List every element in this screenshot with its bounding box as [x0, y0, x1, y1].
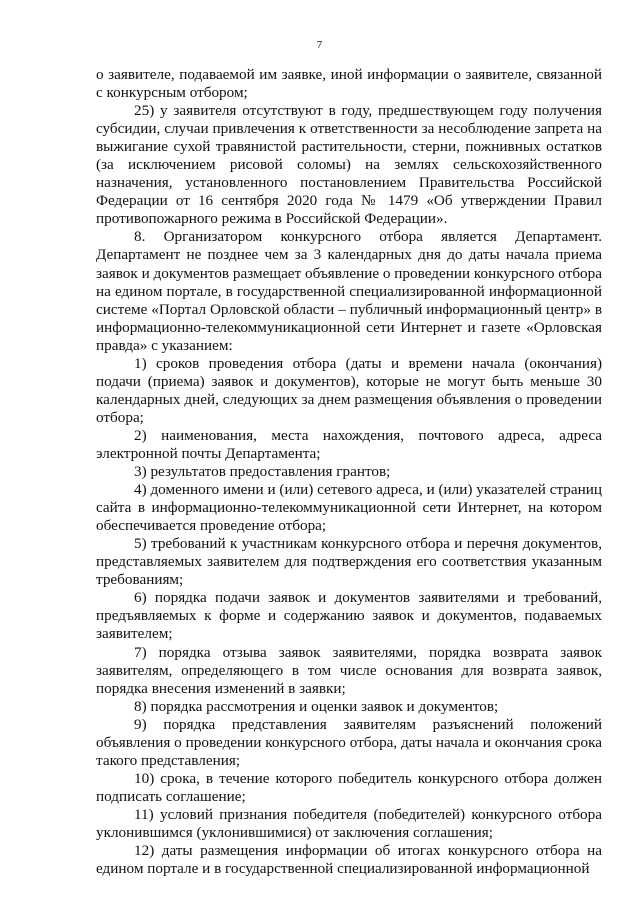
list-item-11: 11) условий признания победителя (победителей) конкурсного отбора уклонившимся (уклонившимися) от заключения соглашения; [96, 805, 602, 841]
list-item-1: 1) сроков проведения отбора (даты и времени начала (окончания) подачи (приема) заявок и документов), которые не могут быть меньше 30 календарных дней, следующих за днем размещения объявления о проведении отбора; [96, 354, 602, 426]
page-number: 7 [316, 39, 323, 51]
paragraph-applicant-info-continuation: о заявителе, подаваемой им заявке, иной информации о заявителе, связанной с конкурсным отбором; [96, 66, 602, 102]
list-item-12: 12) даты размещения информации об итогах конкурсного отбора на едином портале и в государственной специализированной информационной [96, 842, 602, 878]
list-item-3: 3) результатов предоставления грантов; [134, 463, 391, 481]
list-item-5: 5) требований к участникам конкурсного отбора и перечня документов, представляемых заявителем для подтверждения его соответствия указанным требованиям; [96, 535, 602, 589]
list-item-7: 7) порядка отзыва заявок заявителями, порядка возврата заявок заявителям, определяющего в том числе основания для возврата заявок, порядка внесения изменений в заявки; [96, 643, 602, 697]
paragraph-item-25: 25) у заявителя отсутствуют в году, предшествующем году получения субсидии, случаи привлечения к ответственности за несоблюдение запрета на выжигание сухой травянистой растительности, стерни, пожнивных остатков (за исключением рисовой соломы) на землях сельскохозяйственного назначения, установленного постановлением Правительства Российской Федерации от 16 сентября 2020 года № 1479 «Об утверждении Правил противопожарного режима в Российской Федерации». [96, 102, 602, 228]
document-body [96, 66, 602, 878]
paragraph-section-8: 8. Организатором конкурсного отбора является Департамент. Департамент не позднее чем за 3 календарных дня до даты начала приема заявок и документов размещает объявление о проведении конкурсного отбора на едином портале, в государственной специализированной информационной системе «Портал Орловской области – публичный информационный центр» в информационно-телекоммуникационной сети Интернет и газете «Орловская правда» с указанием: [96, 228, 602, 354]
list-item-4: 4) доменного имени и (или) сетевого адреса, и (или) указателей страниц сайта в информационно-телекоммуникационной сети Интернет, на котором обеспечивается проведение отбора; [96, 481, 602, 535]
list-item-8: 8) порядка рассмотрения и оценки заявок и документов; [134, 697, 499, 715]
list-item-10: 10) срока, в течение которого победитель конкурсного отбора должен подписать соглашение; [96, 769, 602, 805]
list-item-2: 2) наименования, места нахождения, почтового адреса, адреса электронной почты Департамента; [96, 426, 602, 462]
list-item-6: 6) порядка подачи заявок и документов заявителями и требований, предъявляемых к форме и содержанию заявок и документов, подаваемых заявителем; [96, 589, 602, 643]
list-item-9: 9) порядка представления заявителям разъяснений положений объявления о проведении конкурсного отбора, даты начала и окончания срока такого представления; [96, 715, 602, 769]
